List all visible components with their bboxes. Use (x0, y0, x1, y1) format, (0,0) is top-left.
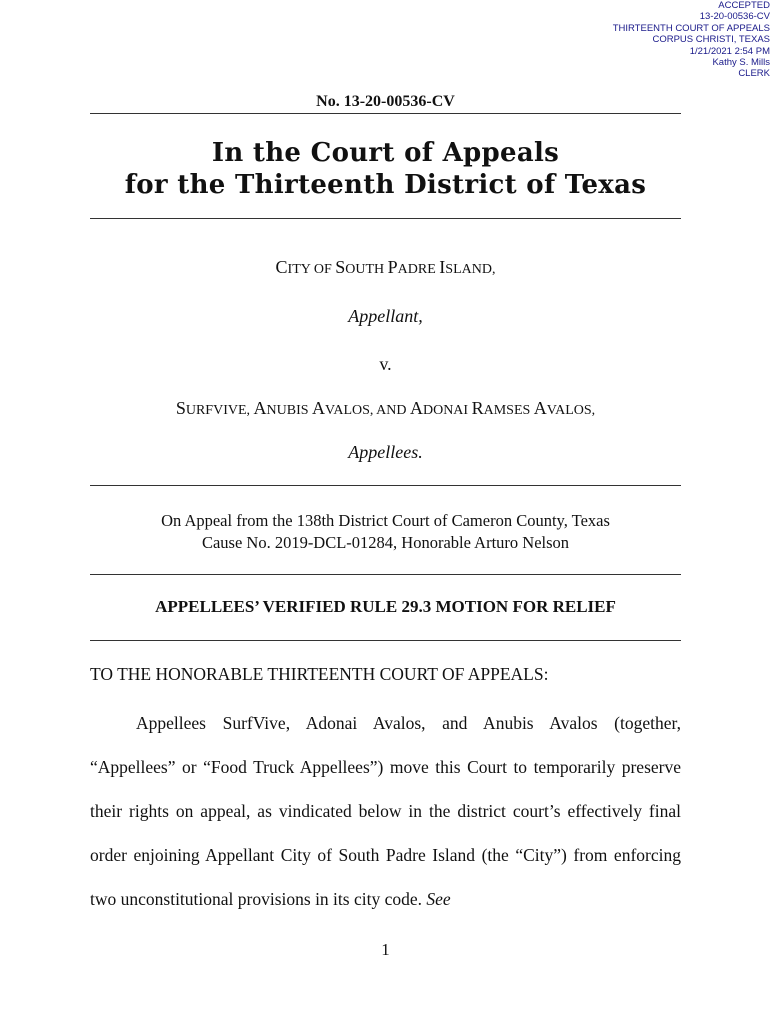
divider (90, 640, 681, 641)
docket-number: No. 13-20-00536-CV (316, 93, 455, 110)
divider (90, 574, 681, 575)
body-paragraph (90, 701, 681, 921)
stamp-line: ACCEPTED (718, 0, 770, 11)
court-name (90, 137, 681, 201)
court-name-line-1: In the Court of Appeals (211, 138, 560, 168)
stamp-line: CORPUS CHRISTI, TEXAS (652, 34, 770, 46)
appeal-info-line-1: On Appeal from the 138th District Court of Cameron County, Texas (161, 511, 610, 530)
body-text: Appellees SurfVive, Adonai Avalos, and Anubis Avalos (together, “Appellees” or “Food Truck Appellees”) move this Court to temporarily preserve their rights on appeal, as vindicated below in the district court’s effectively final order enjoining Appellant City of South Padre Island (the “City”) from enforcing two unconstitutional provisions in its city code. (90, 713, 681, 909)
divider (90, 485, 681, 486)
stamp-line: 1/21/2021 2:54 PM (689, 45, 770, 57)
stamp-line: Kathy S. Mills (712, 57, 770, 69)
page-number: 1 (381, 940, 390, 959)
appeal-info (90, 510, 681, 554)
appellant-name: CITY OF SOUTH PADRE ISLAND, (275, 257, 496, 277)
salutation: TO THE HONORABLE THIRTEENTH COURT OF APPEALS: (90, 664, 549, 684)
appellant-role: Appellant, (348, 306, 423, 326)
divider (90, 218, 681, 219)
divider (90, 113, 681, 114)
motion-title: APPELLEES’ VERIFIED RULE 29.3 MOTION FOR RELIEF (155, 597, 616, 616)
stamp-line: 13-20-00536-CV (699, 11, 770, 23)
clerk-filing-stamp (510, 0, 770, 80)
court-name-line-2: for the Thirteenth District of Texas (124, 170, 647, 200)
citation-signal: See (426, 889, 451, 909)
stamp-line: CLERK (738, 68, 770, 80)
appellees-names: SURFVIVE, ANUBIS AVALOS, AND ADONAI RAMSES AVALOS, (175, 398, 596, 418)
versus: v. (379, 354, 392, 374)
stamp-line: THIRTEENTH COURT OF APPEALS (612, 22, 770, 34)
appellees-role: Appellees. (348, 442, 423, 462)
appeal-info-line-2: Cause No. 2019-DCL-01284, Honorable Arturo Nelson (201, 533, 570, 552)
